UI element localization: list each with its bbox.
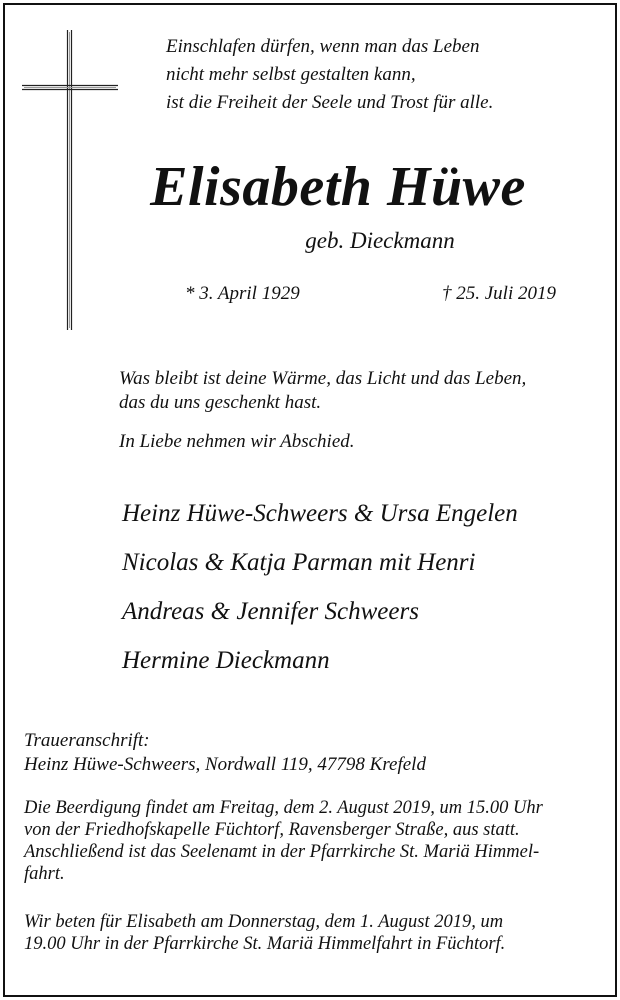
maiden-name: geb. Dieckmann	[305, 228, 455, 253]
remembrance-verse	[119, 367, 599, 415]
funeral-line: Die Beerdigung findet am Freitag, dem 2. August 2019, um 15.00 Uhr	[24, 798, 543, 818]
address-line: Heinz Hüwe-Schweers, Nordwall 119, 47798 Krefeld	[24, 754, 426, 775]
motto-line: nicht mehr selbst gestalten kann,	[166, 64, 416, 85]
mourners-list	[122, 489, 602, 685]
mass-line: Wir beten für Elisabeth am Donnerstag, dem 1. August 2019, um	[24, 912, 504, 932]
mourner-entry: Andreas & Jennifer Schweers	[122, 598, 419, 625]
mourner-entry: Hermine Dieckmann	[122, 647, 330, 674]
motto-line: Einschlafen dürfen, wenn man das Leben	[166, 36, 480, 57]
address-label: Traueranschrift:	[24, 730, 150, 751]
funeral-line: von der Friedhofskapelle Füchtorf, Ravensberger Straße, aus statt.	[24, 820, 520, 840]
funeral-notice	[24, 797, 599, 885]
verse-line: das du uns geschenkt hast.	[119, 392, 322, 413]
mourner-entry: Nicolas & Katja Parman mit Henri	[122, 549, 476, 576]
motto-line: ist die Freiheit der Seele und Trost für alle.	[166, 92, 494, 113]
farewell-line: In Liebe nehmen wir Abschied.	[119, 431, 355, 452]
mourner-entry: Heinz Hüwe-Schweers & Ursa Engelen	[122, 500, 518, 527]
deceased-name: Elisabeth Hüwe	[150, 156, 526, 218]
motto-quote	[166, 33, 586, 117]
funeral-line: fahrt.	[24, 864, 65, 884]
mass-line: 19.00 Uhr in der Pfarrkirche St. Mariä Himmelfahrt in Füchtorf.	[24, 934, 506, 954]
death-date: † 25. Juli 2019	[442, 283, 556, 304]
mass-notice	[24, 911, 599, 955]
mourning-address	[24, 729, 426, 777]
funeral-line: Anschließend ist das Seelenamt in der Pfarrkirche St. Mariä Himmel-	[24, 842, 540, 862]
birth-date: * 3. April 1929	[185, 283, 300, 304]
verse-line: Was bleibt ist deine Wärme, das Licht und das Leben,	[119, 368, 527, 389]
